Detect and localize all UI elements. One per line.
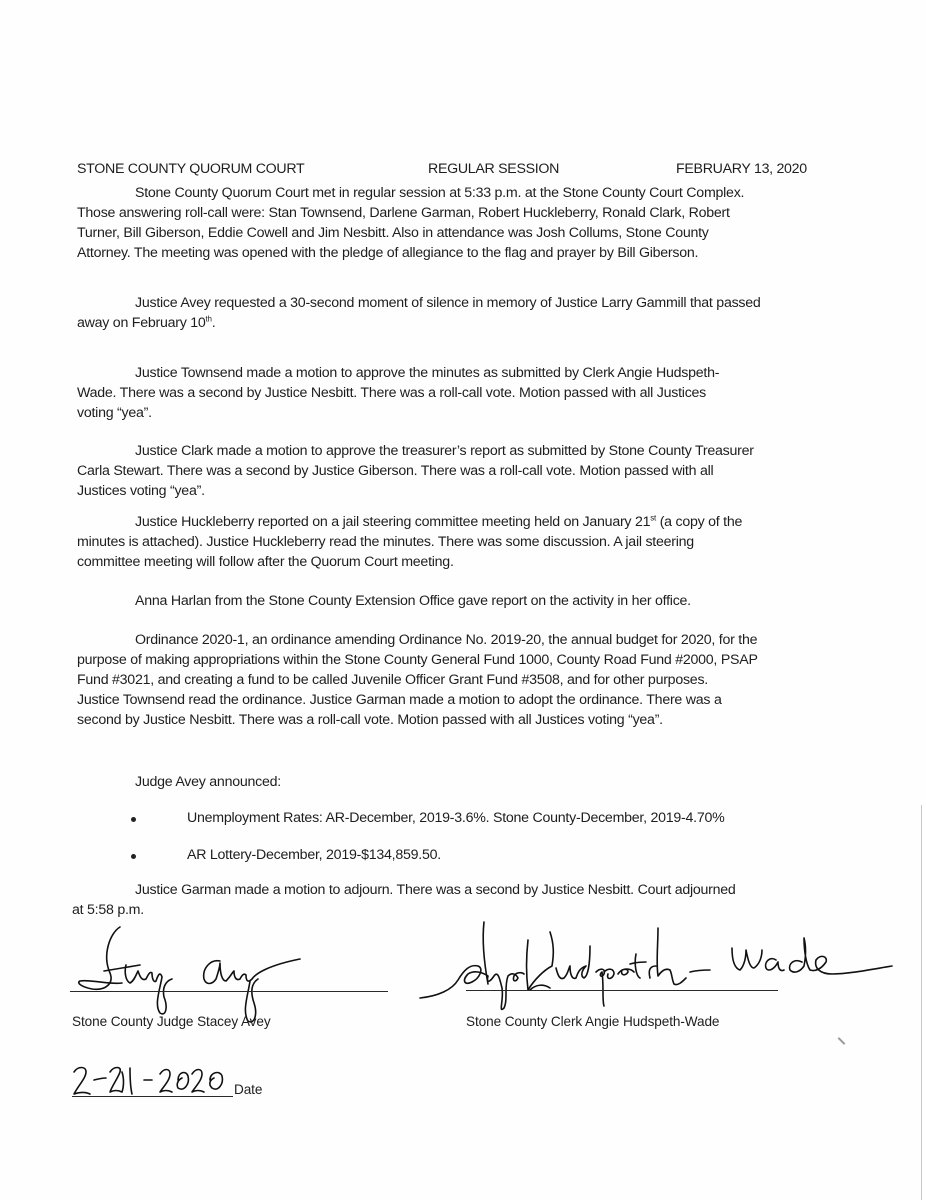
paragraph-line: Justices voting “yea”. (77, 483, 205, 499)
handwritten-date (70, 1064, 240, 1098)
paragraph-line: Justice Townsend read the ordinance. Justice Garman made a motion to adopt the ordinance. There was a (77, 692, 722, 708)
paragraph-line: Anna Harlan from the Stone County Extension Office gave report on the activity in her office. (135, 593, 691, 609)
bullet-icon (131, 854, 136, 859)
paragraph-line: purpose of making appropriations within the Stone County General Fund 1000, County Road Fund #2000, PSAP (77, 652, 758, 668)
text-run: (a copy of the (656, 514, 743, 530)
header-session-type: REGULAR SESSION (428, 161, 560, 177)
announcement-text: AR Lottery-December, 2019-$134,859.50. (187, 847, 441, 863)
paragraph-line: Wade. There was a second by Justice Nesbitt. There was a roll-call vote. Motion passed with all Justices (77, 385, 707, 401)
text-run: Justice Huckleberry reported on a jail steering committee meeting held on January 21 (135, 514, 651, 530)
paragraph-line: at 5:58 p.m. (72, 902, 144, 918)
paragraph-line: second by Justice Nesbitt. There was a roll-call vote. Motion passed with all Justices voting “yea”. (77, 712, 663, 728)
scan-edge-line (921, 805, 922, 1200)
paragraph-line: Justice Townsend made a motion to approve the minutes as submitted by Clerk Angie Hudspeth- (135, 365, 720, 381)
paragraph-line: Justice Clark made a motion to approve the treasurer’s report as submitted by Stone County Treasurer (135, 443, 754, 459)
paragraph-line: committee meeting will follow after the Quorum Court meeting. (77, 554, 454, 570)
clerk-signature-caption: Stone County Clerk Angie Hudspeth-Wade (466, 1014, 720, 1029)
paragraph-line: minutes is attached). Justice Huckleberry read the minutes. There was some discussion. A jail steering (77, 534, 694, 550)
header-date: FEBRUARY 13, 2020 (676, 161, 807, 177)
paragraph-line: Carla Stewart. There was a second by Justice Giberson. There was a roll-call vote. Motion passed with all (77, 463, 714, 479)
paragraph-line: Justice Avey requested a 30-second moment of silence in memory of Justice Larry Gammill that passed (135, 295, 761, 311)
judge-signature-mark (70, 925, 310, 1025)
header-court-name: STONE COUNTY QUORUM COURT (77, 161, 305, 177)
clerk-signature-mark (418, 910, 918, 1010)
text-run: . (211, 315, 216, 331)
judge-signature-line (70, 991, 388, 992)
text-run: away on February 10 (77, 315, 206, 331)
bullet-icon (131, 817, 136, 822)
ordinal-suffix: st (650, 513, 656, 523)
paragraph-line: Justice Garman made a motion to adjourn. There was a second by Justice Nesbitt. Court adjourned (135, 882, 736, 898)
paragraph-line: voting “yea”. (77, 405, 152, 421)
paragraph-line: Turner, Bill Giberson, Eddie Cowell and Jim Nesbitt. Also in attendance was Josh Collums, Stone County (77, 225, 709, 241)
paragraph-line: Those answering roll-call were: Stan Townsend, Darlene Garman, Robert Huckleberry, Ronald Clark, Robert (77, 205, 730, 221)
paragraph-line: Ordinance 2020-1, an ordinance amending Ordinance No. 2019-20, the annual budget for 2020, for the (135, 632, 758, 648)
date-signature-line (72, 1096, 233, 1097)
paragraph-line: Stone County Quorum Court met in regular session at 5:33 p.m. at the Stone County Court Complex. (135, 185, 745, 201)
ordinal-suffix: th (205, 314, 212, 324)
date-label: Date (234, 1082, 263, 1097)
clerk-signature-line (466, 990, 778, 991)
scan-speck (838, 1037, 846, 1045)
paragraph-line: Fund #3021, and creating a fund to be called Juvenile Officer Grant Fund #3508, and for other purposes. (77, 672, 708, 688)
judge-signature-caption: Stone County Judge Stacey Avey (72, 1014, 271, 1029)
announcement-heading: Judge Avey announced: (135, 774, 281, 790)
announcement-text: Unemployment Rates: AR-December, 2019-3.6%. Stone County-December, 2019-4.70% (187, 810, 725, 826)
paragraph-line (135, 512, 742, 532)
paragraph-line (77, 313, 215, 333)
paragraph-line: Attorney. The meeting was opened with the pledge of allegiance to the flag and prayer by Bill Giberson. (77, 245, 699, 261)
